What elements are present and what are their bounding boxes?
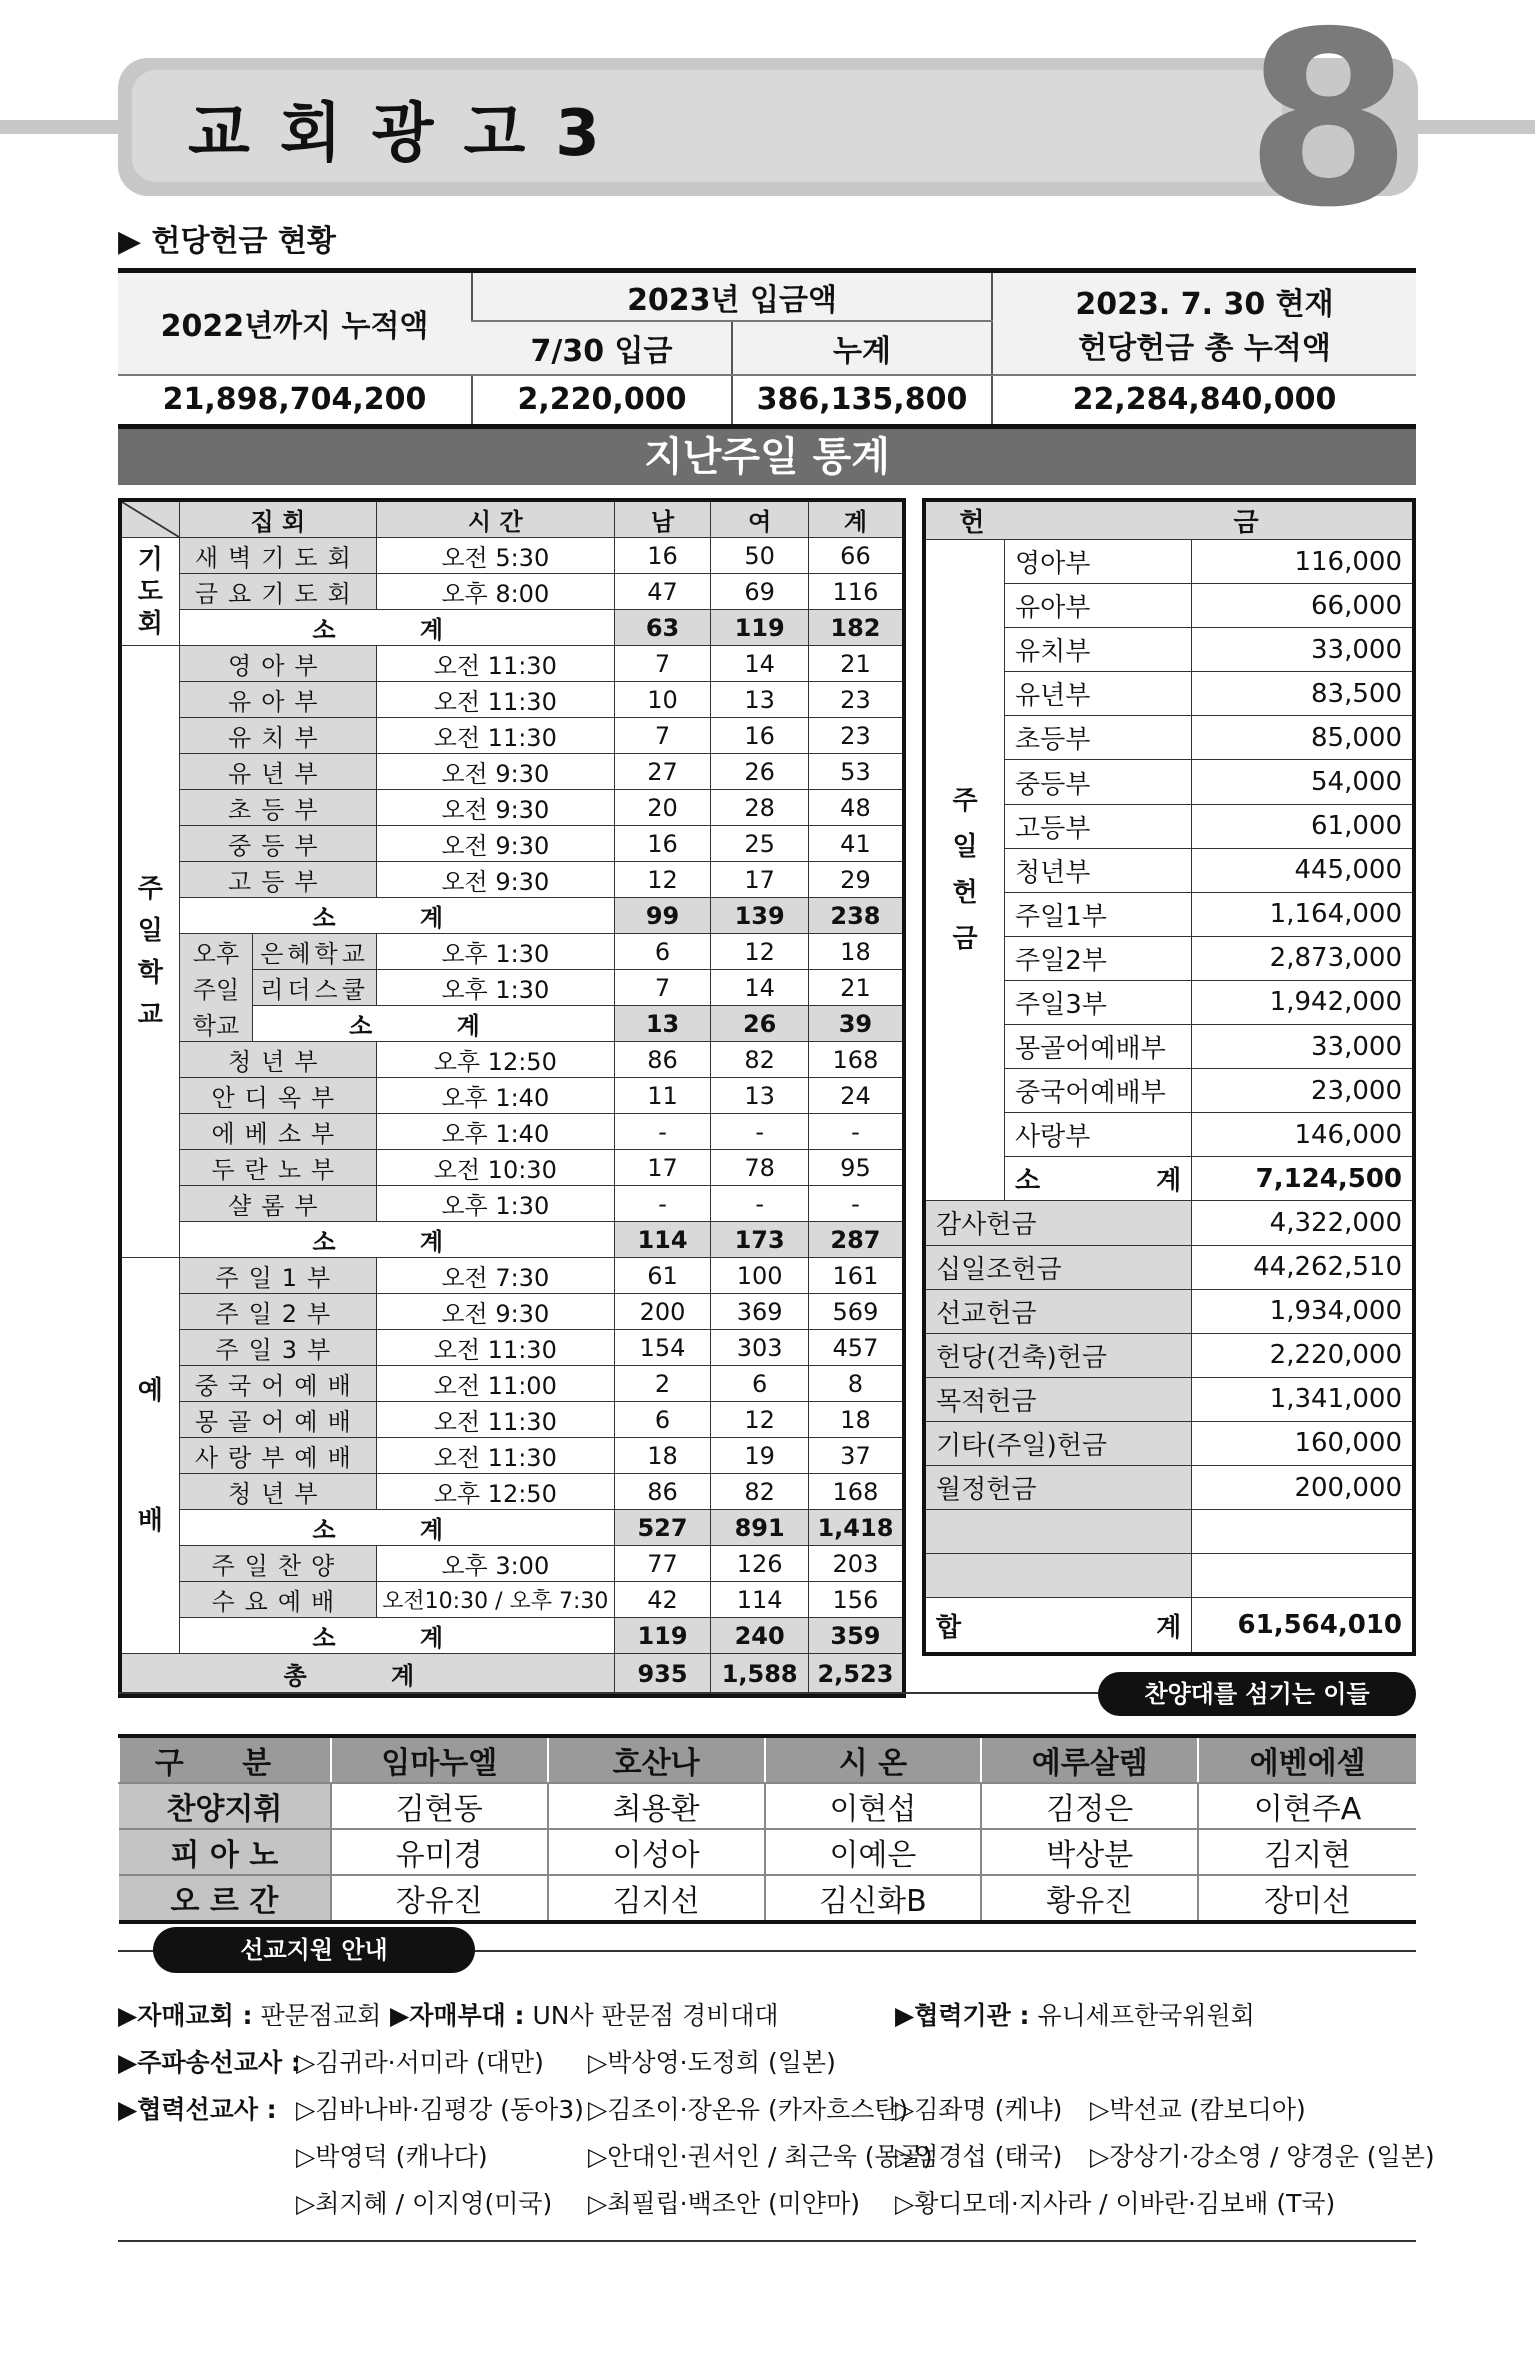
offering-name: 유아부	[1005, 584, 1192, 628]
offering-amount: 1,341,000	[1192, 1377, 1414, 1421]
choir-person: 장유진	[331, 1875, 548, 1922]
row-male: 18	[614, 1438, 711, 1474]
row-male: 11	[614, 1078, 711, 1114]
building-fund-table	[118, 268, 1416, 429]
row-female: 6	[711, 1366, 808, 1402]
col-0730: 7/30 입금	[472, 321, 732, 374]
offering-name: 월정헌금	[924, 1465, 1192, 1509]
offerings-header: 헌 금	[924, 500, 1414, 540]
subtotal-female: 119	[711, 610, 808, 646]
offering-amount: 33,000	[1192, 628, 1414, 672]
row-name: 주일2부	[179, 1294, 376, 1330]
offering-name: 영아부	[1005, 540, 1192, 584]
stats-band: 지난주일 통계	[118, 429, 1416, 485]
row-time: 오후 3:00	[376, 1546, 614, 1582]
row-name: 샬롬부	[179, 1186, 376, 1222]
row-name: 수요예배	[179, 1582, 376, 1618]
col-cumulative-2022: 2022년까지 누적액	[118, 271, 472, 375]
missions-tag: 선교지원 안내	[153, 1927, 475, 1973]
choir-role: 찬양지휘	[119, 1783, 331, 1829]
row-total: 23	[808, 718, 904, 754]
row-name: 새벽기도회	[179, 538, 376, 574]
choir-person: 유미경	[331, 1829, 548, 1875]
row-name: 리더스쿨	[253, 970, 377, 1006]
row-female: 50	[711, 538, 808, 574]
val-cumsum: 386,135,800	[732, 375, 992, 427]
subtotal-male: 13	[614, 1006, 711, 1042]
row-name: 유치부	[179, 718, 376, 754]
dispatched-label: ▶주파송선교사 :	[118, 2048, 301, 2077]
choir-person: 이성아	[548, 1829, 765, 1875]
row-time: 오전 11:30	[376, 718, 614, 754]
val-cumulative-2022: 21,898,704,200	[118, 375, 472, 427]
row-name: 유아부	[179, 682, 376, 718]
sister-church: ▶자매교회 : 판문점교회	[118, 2001, 382, 2030]
subtotal-female: 139	[711, 898, 808, 934]
bottom-rule	[118, 2240, 1416, 2242]
row-total: 24	[808, 1078, 904, 1114]
choir-person: 김지선	[548, 1875, 765, 1922]
empty-cell	[924, 1510, 1192, 1554]
row-time: 오전 9:30	[376, 826, 614, 862]
hdr-total: 계	[808, 500, 904, 538]
row-total: 21	[808, 646, 904, 682]
choir-role: 오 르 간	[119, 1875, 331, 1922]
hdr-female: 여	[711, 500, 808, 538]
row-total: 18	[808, 1402, 904, 1438]
group-prayer: 기도회	[120, 538, 179, 646]
row-female: 16	[711, 718, 808, 754]
row-total: 203	[808, 1546, 904, 1582]
offering-amount: 83,500	[1192, 672, 1414, 716]
row-name: 중등부	[179, 826, 376, 862]
offering-amount: 44,262,510	[1192, 1245, 1414, 1289]
row-name: 초등부	[179, 790, 376, 826]
corner-cell	[120, 500, 179, 538]
choir-header: 시 온	[765, 1736, 982, 1783]
afternoon-label: 주일	[179, 970, 252, 1006]
choir-header: 구 분	[119, 1736, 331, 1783]
row-time: 오후 12:50	[376, 1474, 614, 1510]
choir-person: 이현섭	[765, 1783, 982, 1829]
val-total: 22,284,840,000	[992, 375, 1416, 427]
offering-amount: 1,164,000	[1192, 892, 1414, 936]
row-total: 569	[808, 1294, 904, 1330]
offering-amount: 85,000	[1192, 716, 1414, 760]
grand-total-male: 935	[614, 1654, 711, 1696]
val-0730: 2,220,000	[472, 375, 732, 427]
row-male: 20	[614, 790, 711, 826]
row-name: 청년부	[179, 1042, 376, 1078]
offering-name: 주일3부	[1005, 980, 1192, 1024]
row-total: 168	[808, 1042, 904, 1078]
missionary-item: ▷황디모데·지사라 / 이바란·김보배 (T국)	[895, 2189, 1336, 2218]
offering-amount: 445,000	[1192, 848, 1414, 892]
offering-name: 몽골어예배부	[1005, 1025, 1192, 1069]
subtotal-label: 소 계	[179, 898, 614, 934]
row-total: 29	[808, 862, 904, 898]
group-worship: 예배	[120, 1258, 179, 1654]
row-time: 오전 10:30	[376, 1150, 614, 1186]
subtotal-female: 891	[711, 1510, 808, 1546]
row-time: 오전 11:30	[376, 1402, 614, 1438]
row-female: 78	[711, 1150, 808, 1186]
row-time: 오후 8:00	[376, 574, 614, 610]
offering-name: 주일2부	[1005, 936, 1192, 980]
row-time: 오전 9:30	[376, 1294, 614, 1330]
row-male: 16	[614, 826, 711, 862]
missionary-item: ▷엄경섭 (태국)	[895, 2142, 1063, 2171]
row-time: 오전 11:00	[376, 1366, 614, 1402]
subtotal-label: 소 계	[253, 1006, 614, 1042]
row-name: 에베소부	[179, 1114, 376, 1150]
row-female: 100	[711, 1258, 808, 1294]
row-name: 두란노부	[179, 1150, 376, 1186]
offering-name: 선교헌금	[924, 1289, 1192, 1333]
missionary-item: ▷안대인·권서인 / 최근욱 (몽골)	[588, 2142, 933, 2171]
offering-name: 중등부	[1005, 760, 1192, 804]
row-total: 41	[808, 826, 904, 862]
row-total: 66	[808, 538, 904, 574]
page-number: 8	[1245, 0, 1412, 260]
row-time: 오전 7:30	[376, 1258, 614, 1294]
section-heading-building-fund: ▶ 헌당헌금 현황	[118, 224, 336, 259]
row-male: -	[614, 1114, 711, 1150]
offering-subtotal-amount: 7,124,500	[1192, 1157, 1414, 1201]
row-name: 영아부	[179, 646, 376, 682]
row-male: 12	[614, 862, 711, 898]
row-female: 17	[711, 862, 808, 898]
choir-person: 이예은	[765, 1829, 982, 1875]
choir-header: 에벤에셀	[1198, 1736, 1416, 1783]
afternoon-label: 오후	[179, 934, 252, 970]
row-name: 사랑부예배	[179, 1438, 376, 1474]
subtotal-label: 소 계	[179, 610, 614, 646]
row-male: 86	[614, 1042, 711, 1078]
row-female: 12	[711, 934, 808, 970]
offering-amount: 33,000	[1192, 1025, 1414, 1069]
row-male: 47	[614, 574, 711, 610]
row-female: 13	[711, 1078, 808, 1114]
row-time: 오전 9:30	[376, 790, 614, 826]
offering-name: 초등부	[1005, 716, 1192, 760]
row-total: 116	[808, 574, 904, 610]
offering-name: 목적헌금	[924, 1377, 1192, 1421]
offering-amount: 1,942,000	[1192, 980, 1414, 1024]
choir-person: 김정은	[981, 1783, 1198, 1829]
subtotal-total: 1,418	[808, 1510, 904, 1546]
row-total: 21	[808, 970, 904, 1006]
row-male: 200	[614, 1294, 711, 1330]
row-female: 13	[711, 682, 808, 718]
empty-cell	[924, 1554, 1192, 1598]
subtotal-female: 26	[711, 1006, 808, 1042]
row-female: 28	[711, 790, 808, 826]
row-female: 25	[711, 826, 808, 862]
row-time: 오전 11:30	[376, 1438, 614, 1474]
subtotal-total: 39	[808, 1006, 904, 1042]
row-female: 369	[711, 1294, 808, 1330]
row-time: 오후 1:30	[376, 934, 614, 970]
row-female: -	[711, 1186, 808, 1222]
row-name: 주일찬양	[179, 1546, 376, 1582]
subtotal-label: 소 계	[179, 1510, 614, 1546]
offering-amount: 1,934,000	[1192, 1289, 1414, 1333]
row-female: 26	[711, 754, 808, 790]
subtotal-male: 119	[614, 1618, 711, 1654]
offering-name: 청년부	[1005, 848, 1192, 892]
missionary-item: ▷박선교 (캄보디아)	[1090, 2095, 1306, 2124]
row-female: -	[711, 1114, 808, 1150]
page-title: 교회광고3	[188, 97, 630, 171]
offering-amount: 200,000	[1192, 1465, 1414, 1509]
row-name: 유년부	[179, 754, 376, 790]
subtotal-female: 240	[711, 1618, 808, 1654]
choir-divider	[118, 1692, 1118, 1694]
row-male: 17	[614, 1150, 711, 1186]
hdr-male: 남	[614, 500, 711, 538]
afternoon-label: 학교	[179, 1006, 252, 1042]
row-time: 오후 1:30	[376, 1186, 614, 1222]
row-time: 오후 12:50	[376, 1042, 614, 1078]
subtotal-total: 359	[808, 1618, 904, 1654]
coop-label: ▶협력선교사 :	[118, 2095, 277, 2124]
missionary-item: ▷박상영·도정희 (일본)	[588, 2048, 836, 2077]
grand-total-total: 2,523	[808, 1654, 904, 1696]
row-name: 안디옥부	[179, 1078, 376, 1114]
row-time: 오전10:30 / 오후 7:30	[376, 1582, 614, 1618]
row-time: 오후 1:40	[376, 1114, 614, 1150]
grand-total-label: 총 계	[120, 1654, 614, 1696]
choir-person: 장미선	[1198, 1875, 1416, 1922]
offering-total-amount: 61,564,010	[1192, 1598, 1414, 1654]
subtotal-total: 182	[808, 610, 904, 646]
missionary-item: ▷김좌명 (케냐)	[895, 2095, 1063, 2124]
offering-amount: 160,000	[1192, 1421, 1414, 1465]
row-total: 37	[808, 1438, 904, 1474]
offering-amount: 2,873,000	[1192, 936, 1414, 980]
row-male: 77	[614, 1546, 711, 1582]
offering-name: 주일1부	[1005, 892, 1192, 936]
row-time: 오후 1:40	[376, 1078, 614, 1114]
row-male: 42	[614, 1582, 711, 1618]
row-total: -	[808, 1186, 904, 1222]
offering-name: 기타(주일)헌금	[924, 1421, 1192, 1465]
sister-unit: ▶자매부대 : UN사 판문점 경비대대	[390, 2001, 779, 2030]
row-name: 중국어예배	[179, 1366, 376, 1402]
choir-header: 예루살렘	[981, 1736, 1198, 1783]
choir-table	[118, 1734, 1416, 1924]
choir-person: 김신화B	[765, 1875, 982, 1922]
choir-person: 김현동	[331, 1783, 548, 1829]
col-2023-income: 2023년 입금액	[472, 271, 992, 322]
row-time: 오전 5:30	[376, 538, 614, 574]
grand-total-female: 1,588	[711, 1654, 808, 1696]
offering-amount: 116,000	[1192, 540, 1414, 584]
row-male: 154	[614, 1330, 711, 1366]
row-female: 82	[711, 1474, 808, 1510]
row-male: 6	[614, 934, 711, 970]
subtotal-label: 소 계	[179, 1618, 614, 1654]
offering-amount: 61,000	[1192, 804, 1414, 848]
row-name: 금요기도회	[179, 574, 376, 610]
row-name: 청년부	[179, 1474, 376, 1510]
choir-header: 임마누엘	[331, 1736, 548, 1783]
subtotal-male: 99	[614, 898, 711, 934]
row-male: 2	[614, 1366, 711, 1402]
row-name: 몽골어예배	[179, 1402, 376, 1438]
row-total: 168	[808, 1474, 904, 1510]
row-male: 86	[614, 1474, 711, 1510]
row-female: 126	[711, 1546, 808, 1582]
offering-name: 중국어예배부	[1005, 1069, 1192, 1113]
row-time: 오전 11:30	[376, 682, 614, 718]
offering-amount: 23,000	[1192, 1069, 1414, 1113]
offering-subtotal-label: 소 계	[1005, 1157, 1192, 1201]
row-total: 53	[808, 754, 904, 790]
group-sunday-school: 주일학교	[120, 646, 179, 1258]
empty-cell	[1192, 1510, 1414, 1554]
hdr-time: 시 간	[376, 500, 614, 538]
missionary-item: ▷박영덕 (캐나다)	[296, 2142, 488, 2171]
row-male: -	[614, 1186, 711, 1222]
offering-name: 유치부	[1005, 628, 1192, 672]
partner-org: ▶협력기관 : 유니세프한국위원회	[895, 2001, 1255, 2030]
missionary-item: ▷김귀라·서미라 (대만)	[296, 2048, 544, 2077]
subtotal-total: 287	[808, 1222, 904, 1258]
choir-role: 피 아 노	[119, 1829, 331, 1875]
missionary-item: ▷최지혜 / 이지영(미국)	[296, 2189, 553, 2218]
offering-amount: 54,000	[1192, 760, 1414, 804]
missionary-item: ▷김바나바·김평강 (동아3)	[296, 2095, 584, 2124]
offering-name: 헌당(건축)헌금	[924, 1333, 1192, 1377]
row-female: 19	[711, 1438, 808, 1474]
subtotal-male: 63	[614, 610, 711, 646]
missionary-item: ▷김조이·장온유 (카자흐스탄)	[588, 2095, 909, 2124]
row-total: 156	[808, 1582, 904, 1618]
row-male: 27	[614, 754, 711, 790]
row-name: 주일1부	[179, 1258, 376, 1294]
offerings-table	[922, 498, 1416, 1656]
row-name: 고등부	[179, 862, 376, 898]
offering-name: 사랑부	[1005, 1113, 1192, 1157]
row-female: 69	[711, 574, 808, 610]
row-female: 14	[711, 646, 808, 682]
offering-amount: 4,322,000	[1192, 1201, 1414, 1245]
row-total: 23	[808, 682, 904, 718]
subtotal-male: 114	[614, 1222, 711, 1258]
offering-total-label: 합 계	[924, 1598, 1192, 1654]
row-female: 82	[711, 1042, 808, 1078]
row-total: 161	[808, 1258, 904, 1294]
row-male: 16	[614, 538, 711, 574]
choir-person: 황유진	[981, 1875, 1198, 1922]
empty-cell	[1192, 1554, 1414, 1598]
row-name: 은혜학교	[253, 934, 377, 970]
row-total: 48	[808, 790, 904, 826]
offering-amount: 146,000	[1192, 1113, 1414, 1157]
choir-person: 이현주A	[1198, 1783, 1416, 1829]
subtotal-label: 소 계	[179, 1222, 614, 1258]
row-male: 7	[614, 718, 711, 754]
group-sunday-offering: 주일헌금	[924, 540, 1005, 1201]
row-female: 303	[711, 1330, 808, 1366]
row-total: 8	[808, 1366, 904, 1402]
offering-amount: 2,220,000	[1192, 1333, 1414, 1377]
row-male: 61	[614, 1258, 711, 1294]
subtotal-female: 173	[711, 1222, 808, 1258]
row-male: 10	[614, 682, 711, 718]
row-male: 7	[614, 646, 711, 682]
row-time: 오후 1:30	[376, 970, 614, 1006]
subtotal-male: 527	[614, 1510, 711, 1546]
row-male: 6	[614, 1402, 711, 1438]
row-female: 114	[711, 1582, 808, 1618]
row-time: 오전 11:30	[376, 1330, 614, 1366]
row-total: 95	[808, 1150, 904, 1186]
row-time: 오전 11:30	[376, 646, 614, 682]
offering-name: 감사헌금	[924, 1201, 1192, 1245]
row-total: -	[808, 1114, 904, 1150]
row-total: 457	[808, 1330, 904, 1366]
offering-name: 십일조헌금	[924, 1245, 1192, 1289]
row-female: 12	[711, 1402, 808, 1438]
subtotal-total: 238	[808, 898, 904, 934]
choir-person: 최용환	[548, 1783, 765, 1829]
missionary-item: ▷장상기·강소영 / 양경운 (일본)	[1090, 2142, 1435, 2171]
offering-name: 유년부	[1005, 672, 1192, 716]
row-male: 7	[614, 970, 711, 1006]
choir-person: 박상분	[981, 1829, 1198, 1875]
offering-name: 고등부	[1005, 804, 1192, 848]
row-name: 주일3부	[179, 1330, 376, 1366]
hdr-meeting: 집 회	[179, 500, 376, 538]
choir-tag: 찬양대를 섬기는 이들	[1098, 1672, 1416, 1716]
choir-header: 호산나	[548, 1736, 765, 1783]
row-total: 18	[808, 934, 904, 970]
offering-amount: 66,000	[1192, 584, 1414, 628]
missionary-item: ▷최필립·백조안 (미얀마)	[588, 2189, 860, 2218]
choir-person: 김지현	[1198, 1829, 1416, 1875]
row-time: 오전 9:30	[376, 862, 614, 898]
row-female: 14	[711, 970, 808, 1006]
col-cumsum: 누계	[732, 321, 992, 374]
col-total-accumulated: 2023. 7. 30 현재 헌당헌금 총 누적액	[992, 271, 1416, 375]
row-time: 오전 9:30	[376, 754, 614, 790]
attendance-table	[118, 498, 906, 1698]
